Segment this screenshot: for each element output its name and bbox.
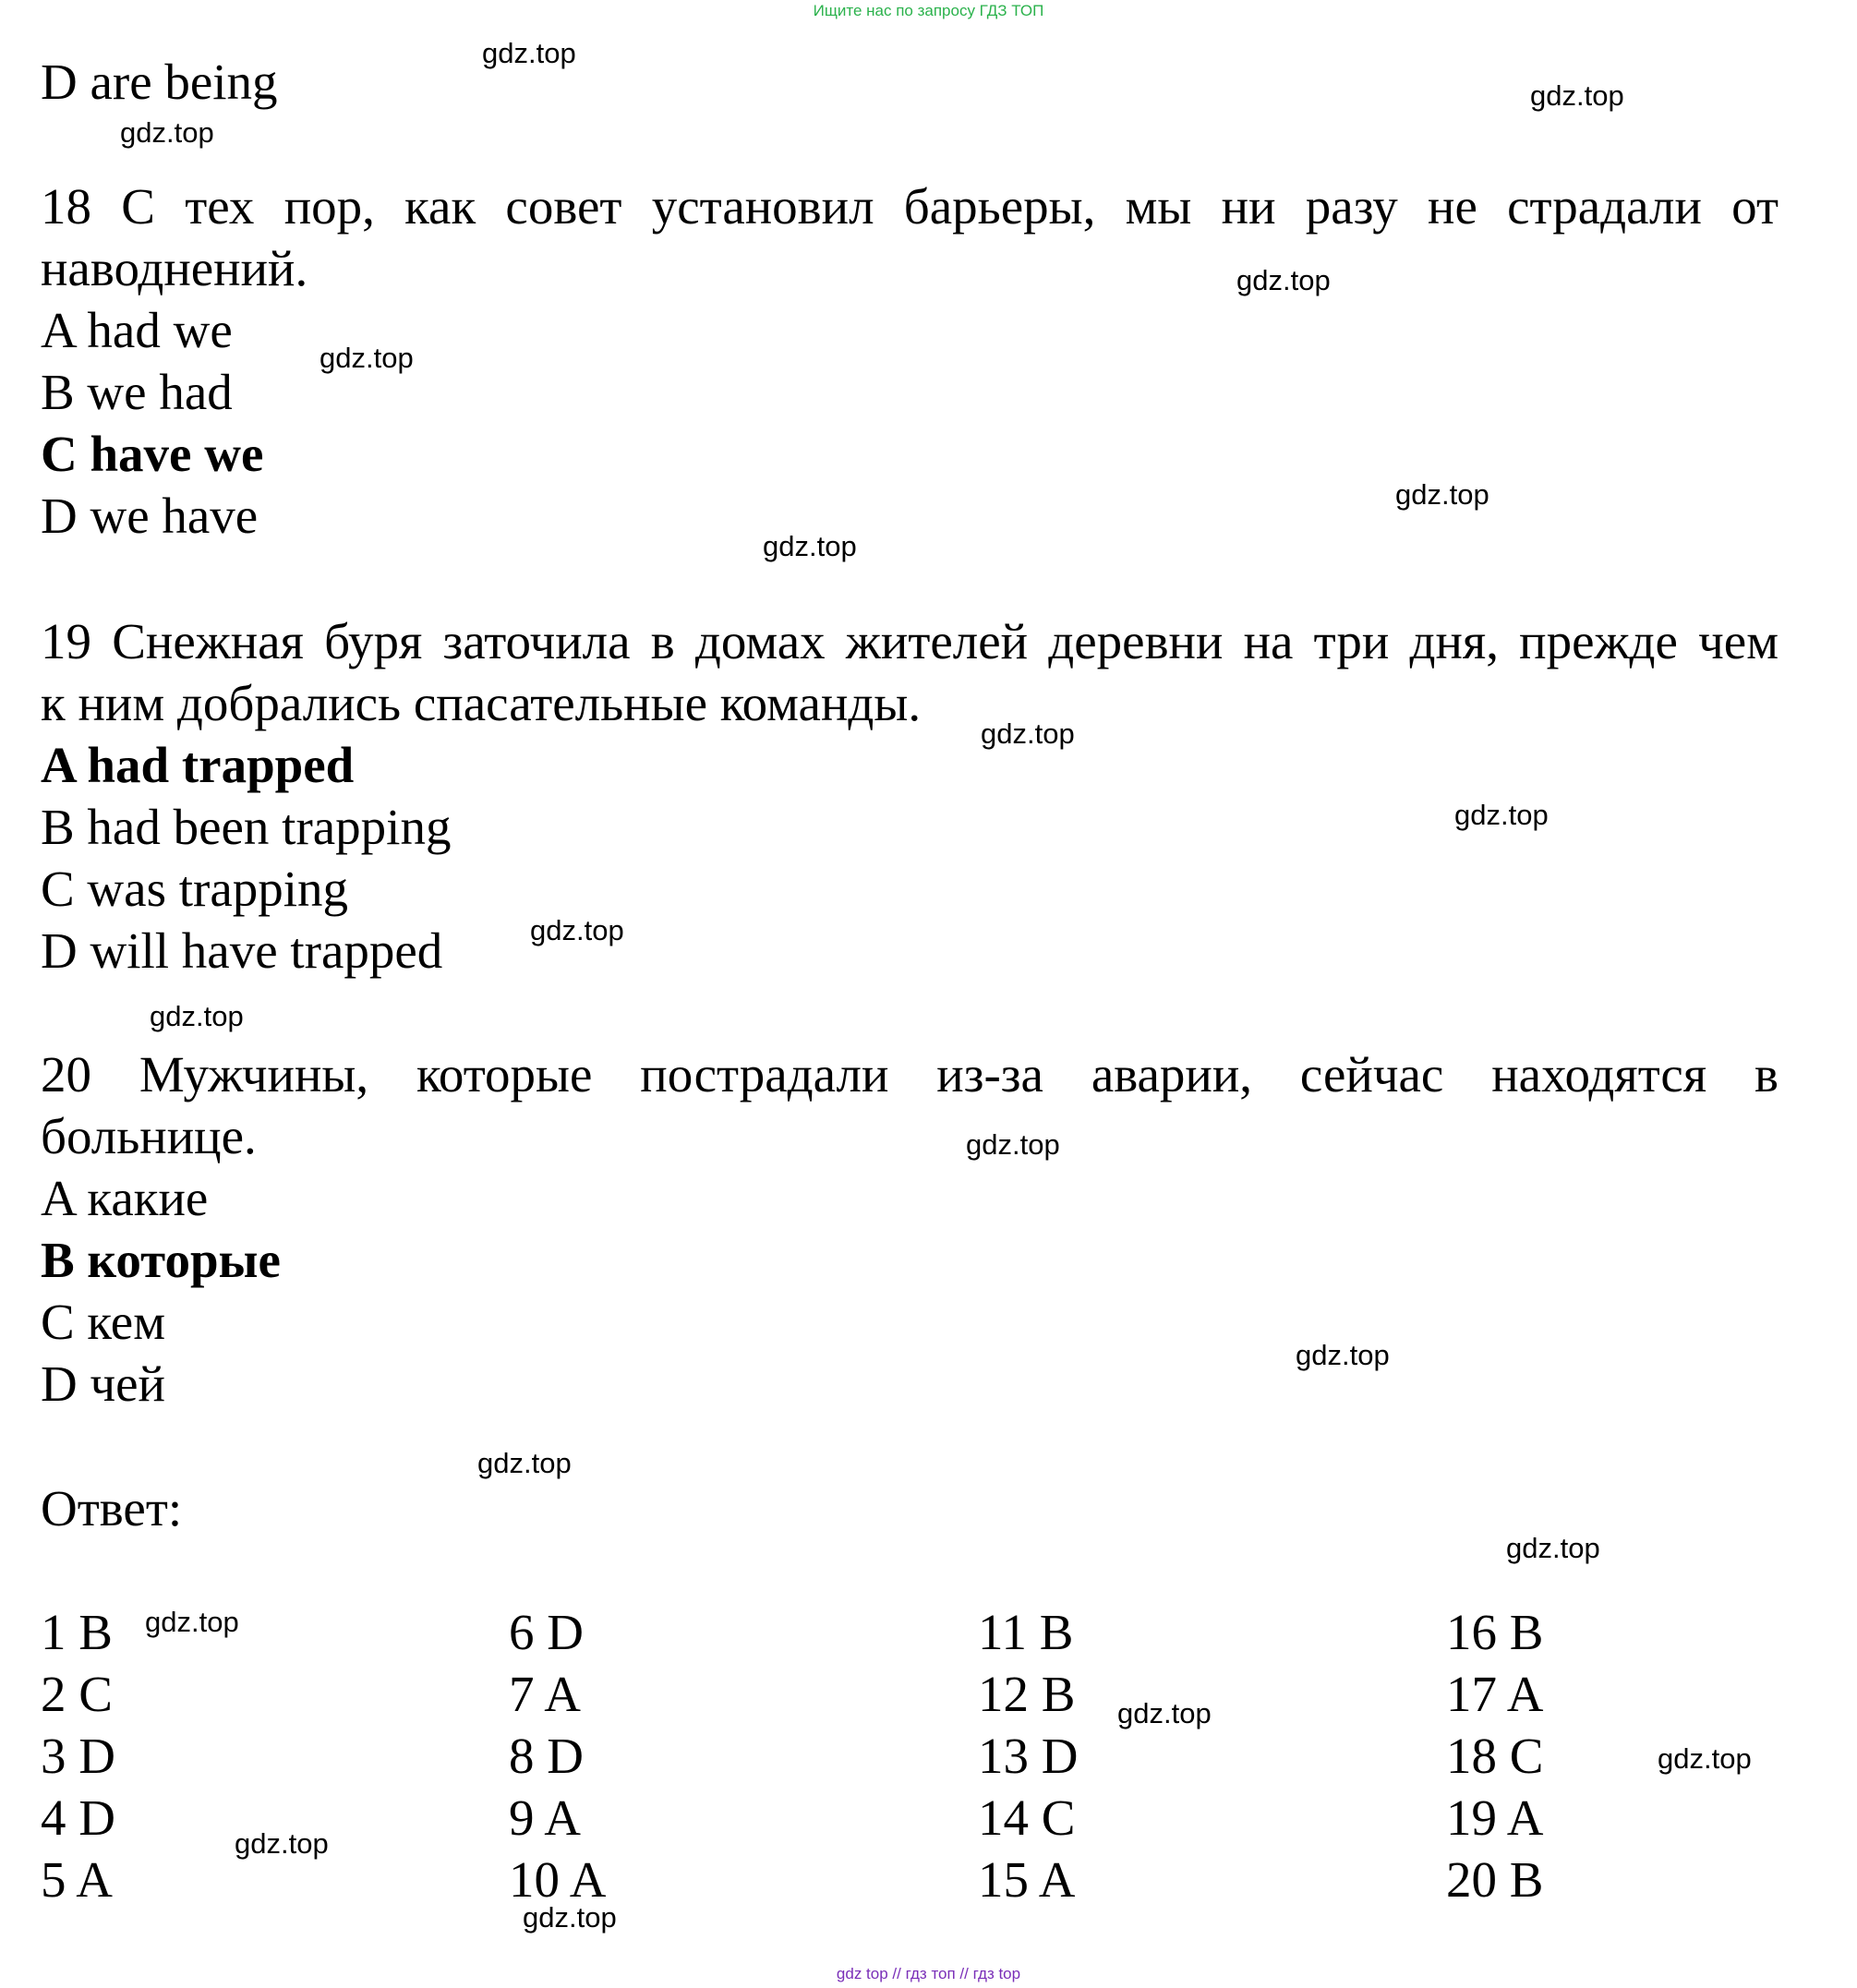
answer-item: 16 B	[1446, 1604, 1544, 1660]
answer-item: 12 B	[978, 1666, 1076, 1722]
q19-option-a-correct: A had trapped	[41, 737, 355, 793]
q18-text	[41, 175, 1779, 299]
q20-line2: больнице.	[41, 1108, 257, 1164]
answer-item: 10 A	[509, 1851, 607, 1908]
answer-item: 14 C	[978, 1789, 1076, 1846]
watermark: gdz.top	[1395, 478, 1489, 511]
q19-option-c: C was trapping	[41, 861, 349, 917]
watermark: gdz.top	[145, 1606, 239, 1638]
answer-item: 7 A	[509, 1666, 581, 1722]
watermark: gdz.top	[763, 530, 857, 562]
q20-option-a: A какие	[41, 1170, 209, 1226]
q19-line1: 19 Снежная буря заточила в домах жителей деревни на три дня, прежде чем	[41, 613, 1779, 669]
watermark: gdz.top	[1454, 799, 1549, 831]
watermark: gdz.top	[1296, 1339, 1390, 1371]
q19-option-b: B had been trapping	[41, 799, 452, 855]
q18-option-a: A had we	[41, 302, 233, 358]
watermark: gdz.top	[235, 1827, 329, 1860]
q20-line1: 20 Мужчины, которые пострадали из-за аварии, сейчас находятся в	[41, 1046, 1779, 1102]
answer-item: 2 C	[41, 1666, 113, 1722]
watermark: gdz.top	[120, 116, 214, 149]
q19-line2: к ним добрались спасательные команды.	[41, 675, 922, 731]
answer-item: 5 A	[41, 1851, 113, 1908]
top-banner: Ищите нас по запросу ГДЗ ТОП	[813, 2, 1044, 19]
q18-line2: наводнений.	[41, 240, 308, 296]
answer-item: 13 D	[978, 1728, 1079, 1784]
q20-text	[41, 1043, 1779, 1167]
answer-item: 18 C	[1446, 1728, 1544, 1784]
q18-option-c-correct: C have we	[41, 426, 264, 482]
answer-item: 11 B	[978, 1604, 1074, 1660]
watermark: gdz.top	[150, 1000, 244, 1032]
answer-item: 20 B	[1446, 1851, 1544, 1908]
q19-option-d: D will have trapped	[41, 922, 443, 979]
watermark: gdz.top	[966, 1128, 1060, 1161]
q19-text	[41, 610, 1779, 734]
answer-item: 15 A	[978, 1851, 1076, 1908]
watermark: gdz.top	[981, 717, 1075, 750]
watermark: gdz.top	[1530, 79, 1624, 112]
answer-item: 17 A	[1446, 1666, 1544, 1722]
q20-option-d: D чей	[41, 1355, 165, 1412]
answer-item: 6 D	[509, 1604, 584, 1660]
watermark: gdz.top	[1117, 1697, 1212, 1729]
watermark: gdz.top	[530, 914, 624, 946]
watermark: gdz.top	[1506, 1532, 1600, 1564]
q18-line1: 18 С тех пор, как совет установил барьеры, мы ни разу не страдали от	[41, 178, 1779, 235]
q20-option-b-correct: B которые	[41, 1232, 281, 1288]
watermark: gdz.top	[523, 1901, 617, 1934]
answer-item: 3 D	[41, 1728, 115, 1784]
answer-item: 19 A	[1446, 1789, 1544, 1846]
answer-item: 4 D	[41, 1789, 115, 1846]
watermark: gdz.top	[320, 342, 414, 374]
q18-option-b: B we had	[41, 364, 233, 420]
watermark: gdz.top	[477, 1447, 572, 1479]
answer-item: 9 A	[509, 1789, 581, 1846]
q17-option-d: D are being	[41, 54, 278, 110]
watermark: gdz.top	[482, 37, 576, 69]
watermark: gdz.top	[1236, 264, 1331, 296]
answer-item: 8 D	[509, 1728, 584, 1784]
answers-label: Ответ:	[41, 1480, 183, 1536]
q18-option-d: D we have	[41, 488, 259, 544]
answer-item: 1 B	[41, 1604, 113, 1660]
watermark: gdz.top	[1658, 1742, 1752, 1775]
q20-option-c: C кем	[41, 1294, 166, 1350]
bottom-banner: gdz top // гдз топ // гдз top	[836, 1965, 1021, 1982]
